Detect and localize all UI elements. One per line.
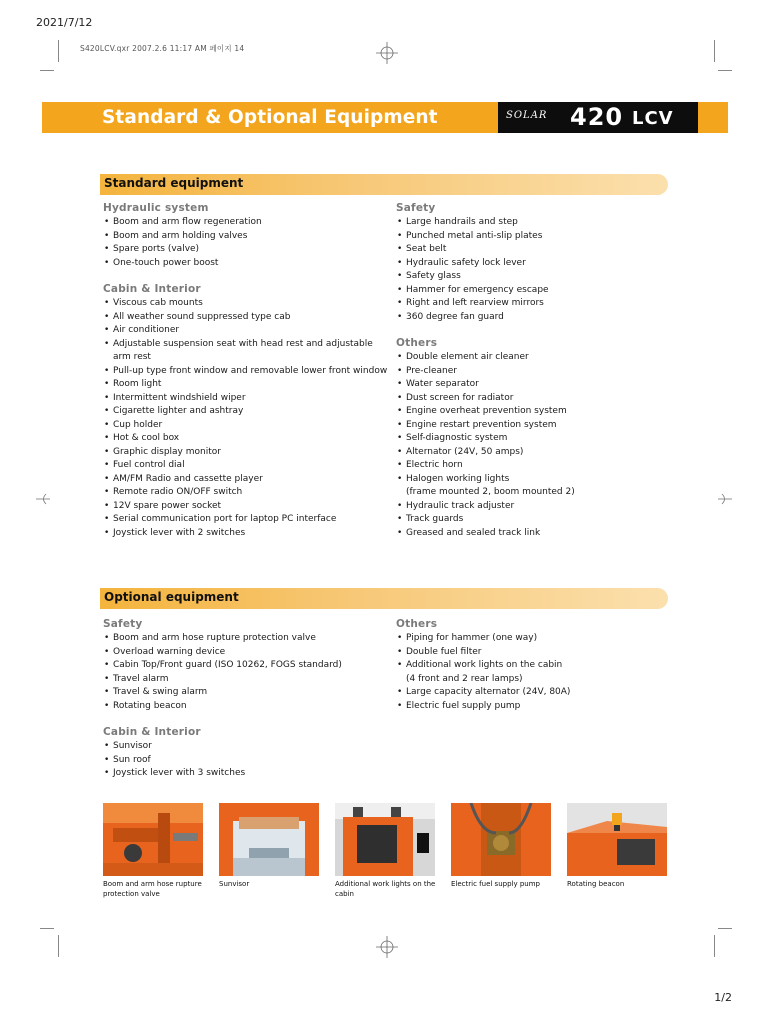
list-item: • Engine restart prevention system [396,419,666,433]
list-item-continuation: arm rest [113,352,151,362]
list-item: • Pre-cleaner [396,365,666,379]
list-item: • Boom and arm hose rupture protection valve [103,632,393,646]
caption-line: protection valve [103,890,160,898]
list-item: • 360 degree fan guard [396,311,666,325]
registration-mark-icon [376,42,398,64]
list-item: • Electric horn [396,459,666,473]
list-item: • Large capacity alternator (24V, 80A) [396,686,666,700]
caption-line: cabin [335,890,354,898]
list-item: • Travel alarm [103,673,393,687]
subsection-title-cabin: Cabin & Interior [103,283,201,295]
registration-mark-icon [376,936,398,958]
brand-logo [498,102,698,133]
list-item: • Boom and arm holding valves [103,230,393,244]
list-item: • Viscous cab mounts [103,297,393,311]
standard-right-column [396,201,666,540]
list-item: • Electric fuel supply pump [396,700,666,714]
optional-cabin-list [103,740,393,781]
list-item: • Travel & swing alarm [103,686,393,700]
crop-mark [58,935,59,957]
list-item: • Intermittent windshield wiper [103,392,393,406]
photo-sunvisor [219,803,319,876]
caption-line: Boom and arm hose rupture [103,880,202,888]
section-title: Standard equipment [104,176,244,190]
list-item: • Cigarette lighter and ashtray [103,405,393,419]
side-registration-mark-icon [36,488,50,510]
crop-mark [714,935,715,957]
section-title: Optional equipment [104,590,239,604]
list-item: • Rotating beacon [103,700,393,714]
list-item: • Boom and arm flow regeneration [103,216,393,230]
list-item: • Double element air cleaner [396,351,666,365]
list-item: • AM/FM Radio and cassette player [103,473,393,487]
photo-caption [103,879,215,899]
crop-mark [718,928,732,929]
logo-solar-text: SOLAR [506,110,548,121]
crop-mark [40,928,54,929]
others-list [396,351,666,540]
list-item: • Additional work lights on the cabin [396,659,666,673]
page-title: Standard & Optional Equipment [102,107,438,128]
list-item: • Spare ports (valve) [103,243,393,257]
subsection-title-hydraulic: Hydraulic system [103,202,209,214]
list-item: • Joystick lever with 2 switches [103,527,393,541]
print-date: 2021/7/12 [36,16,93,29]
list-item: • Pull-up type front window and removable lower front window [103,365,393,379]
list-item: • Right and left rearview mirrors [396,297,666,311]
list-item: • Large handrails and step [396,216,666,230]
list-item: • Sun roof [103,754,393,768]
safety-list [396,216,666,324]
list-item: • Graphic display monitor [103,446,393,460]
section-header-standard [100,174,668,195]
list-item: • Sunvisor [103,740,393,754]
list-item: • 12V spare power socket [103,500,393,514]
crop-mark [40,70,54,71]
list-item: • Punched metal anti-slip plates [396,230,666,244]
side-registration-mark-icon [718,488,732,510]
list-item: • Water separator [396,378,666,392]
list-item: • Hydraulic track adjuster [396,500,666,514]
subsection-title-safety: Safety [396,202,436,214]
optional-others-list [396,632,666,713]
subsection-title-safety: Safety [103,618,143,630]
cabin-list [103,297,393,540]
list-item: • Seat belt [396,243,666,257]
caption-line: Additional work lights on the [335,880,436,888]
list-item-continuation: (frame mounted 2, boom mounted 2) [406,487,575,497]
list-item: • Halogen working lights [396,473,666,487]
list-item: • Fuel control dial [103,459,393,473]
list-item: • Joystick lever with 3 switches [103,767,393,781]
list-item: • Cup holder [103,419,393,433]
list-item: • Safety glass [396,270,666,284]
subsection-title-others: Others [396,337,438,349]
photo-cabin-work-lights [335,803,435,876]
subsection-title-cabin: Cabin & Interior [103,726,201,738]
crop-mark [718,70,732,71]
photo-electric-fuel-pump [451,803,551,876]
list-item: • Remote radio ON/OFF switch [103,486,393,500]
list-item: • Room light [103,378,393,392]
section-header-optional [100,588,668,609]
optional-left-column [103,617,393,781]
list-item: • Hot & cool box [103,432,393,446]
standard-left-column [103,201,393,540]
subsection-title-others: Others [396,618,438,630]
logo-model-suffix: LCV [632,108,674,129]
list-item: • Double fuel filter [396,646,666,660]
list-item: • Piping for hammer (one way) [396,632,666,646]
list-item: • Hydraulic safety lock lever [396,257,666,271]
photo-caption [451,879,563,889]
list-item: • Hammer for emergency escape [396,284,666,298]
page-number: 1/2 [714,991,732,1004]
hydraulic-list [103,216,393,270]
photo-caption [335,879,447,899]
photo-hose-rupture-valve [103,803,203,876]
list-item: • All weather sound suppressed type cab [103,311,393,325]
optional-right-column [396,617,666,713]
photo-caption [567,879,679,889]
list-item: • Overload warning device [103,646,393,660]
list-item: • One-touch power boost [103,257,393,271]
crop-mark [714,40,715,62]
optional-safety-list [103,632,393,713]
caption-line: Rotating beacon [567,880,625,888]
list-item: • Serial communication port for laptop PC interface [103,513,393,527]
list-item: • Engine overheat prevention system [396,405,666,419]
list-item: • Alternator (24V, 50 amps) [396,446,666,460]
list-item: • Track guards [396,513,666,527]
photo-rotating-beacon [567,803,667,876]
list-item: • Greased and sealed track link [396,527,666,541]
list-item: • Dust screen for radiator [396,392,666,406]
list-item: • Air conditioner [103,324,393,338]
list-item: • Cabin Top/Front guard (ISO 10262, FOGS standard) [103,659,393,673]
file-info: S420LCV.qxr 2007.2.6 11:17 AM 페이지 14 [80,44,245,53]
list-item: • Self-diagnostic system [396,432,666,446]
logo-model-number: 420 [570,103,624,131]
list-item: • Adjustable suspension seat with head rest and adjustable [103,338,393,352]
crop-mark [58,40,59,62]
list-item-continuation: (4 front and 2 rear lamps) [406,673,523,684]
caption-line: Electric fuel supply pump [451,880,540,888]
photo-caption [219,879,331,889]
caption-line: Sunvisor [219,880,250,888]
page-banner [42,102,728,133]
